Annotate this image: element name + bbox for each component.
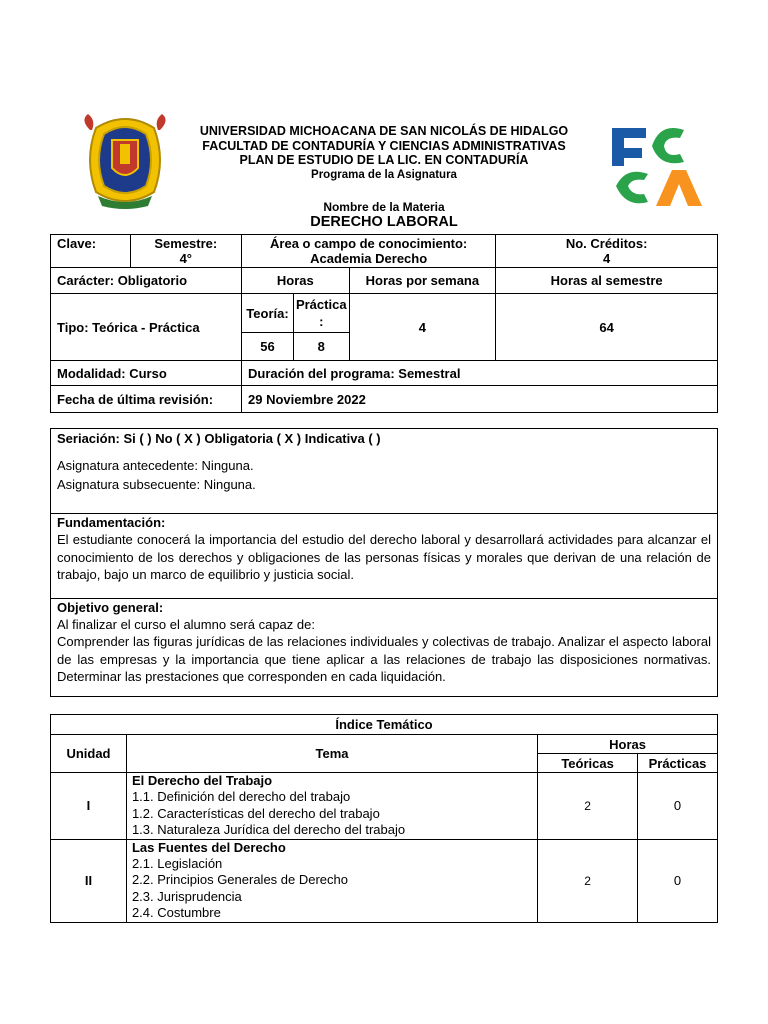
seriacion-section (50, 428, 718, 514)
caracter-cell: Carácter: Obligatorio (51, 268, 242, 294)
unit-item: 1.1. Definición del derecho del trabajo (131, 789, 351, 805)
teoricas-cell: 2 (538, 839, 638, 922)
tema-header: Tema (126, 735, 537, 773)
fcca-logo (608, 124, 704, 210)
practicas-header: Prácticas (638, 754, 718, 773)
fundamentacion-title: Fundamentación: (57, 515, 166, 530)
fecha-value: 29 Noviembre 2022 (242, 386, 718, 413)
subject-label: Nombre de la Materia (323, 200, 445, 214)
horas-semana-value: 4 (349, 294, 496, 361)
objetivo-intro: Al finalizar el curso el alumno será capaz de: (57, 617, 315, 632)
indice-tematico-table (50, 714, 718, 923)
fecha-label: Fecha de última revisión: (51, 386, 242, 413)
tema-cell (126, 773, 537, 840)
horas-semestre-value: 64 (496, 294, 718, 361)
university-crest-logo (76, 110, 174, 210)
unidad-cell: II (51, 839, 127, 922)
table-row (51, 839, 718, 922)
practica-label: Práctica (295, 297, 347, 312)
plan-name: PLAN DE ESTUDIO DE LA LIC. EN CONTADURÍA (239, 153, 529, 167)
practica-value: 8 (293, 333, 349, 361)
unit-item: 1.3. Naturaleza Jurídica del derecho del trabajo (131, 822, 406, 838)
unit-item: 2.2. Principios Generales de Derecho (131, 872, 348, 888)
university-name: UNIVERSIDAD MICHOACANA DE SAN NICOLÁS DE HIDALGO (199, 124, 569, 138)
practica-label-cell (293, 294, 349, 333)
teoricas-cell: 2 (538, 773, 638, 840)
objetivo-text: Comprender las figuras jurídicas de las relaciones individuales y colectivas de trabajo. Analizar el aspecto laboral de las empresas y la importancia que tiene aplicar a las relaciones de trabajo las disposiciones normativas. Determinar las prestaciones que corresponden en cada liquidación. (57, 634, 711, 684)
faculty-name: FACULTAD DE CONTADURÍA Y CIENCIAS ADMINISTRATIVAS (202, 138, 566, 153)
semestre-cell (130, 235, 241, 268)
unit-title: El Derecho del Trabajo (131, 773, 273, 788)
teoricas-header: Teóricas (538, 754, 638, 773)
document-header (180, 124, 588, 182)
practica-label-colon: : (319, 314, 324, 329)
practicas-cell: 0 (638, 773, 718, 840)
subject-name: DERECHO LABORAL (310, 214, 458, 230)
unit-item: 2.4. Costumbre (131, 905, 221, 921)
horas-group-header: Horas (538, 735, 718, 754)
tema-cell (126, 839, 537, 922)
unit-item: 2.3. Jurisprudencia (131, 888, 242, 904)
creditos-cell (496, 235, 718, 268)
unidad-header: Unidad (51, 735, 127, 773)
clave-label: Clave: (51, 235, 131, 268)
seriacion-title: Seriación: Si ( ) No ( X ) Obligatoria ( X ) Indicativa ( ) (57, 431, 381, 446)
subsecuente-text: Asignatura subsecuente: Ninguna. (57, 477, 256, 492)
unidad-cell: I (51, 773, 127, 840)
horas-header: Horas (242, 268, 350, 294)
unit-item: 1.2. Características del derecho del trabajo (131, 805, 380, 821)
antecedente-text: Asignatura antecedente: Ninguna. (57, 458, 254, 473)
teoria-label: Teoría: (242, 294, 294, 333)
semestre-label: Semestre: (154, 236, 218, 251)
practicas-cell: 0 (638, 839, 718, 922)
area-value: Academia Derecho (310, 251, 428, 266)
area-cell (242, 235, 496, 268)
unit-item: 2.1. Legislación (131, 856, 223, 872)
table-row (51, 773, 718, 840)
program-label: Programa de la Asignatura (311, 168, 457, 181)
duracion-cell: Duración del programa: Semestral (242, 361, 718, 386)
fundamentacion-text: El estudiante conocerá la importancia del estudio del derecho laboral y desarrollará actividades para alcanzar el conocimiento de los derechos y obligaciones de las personas físicas y morales que derivan de una relación de trabajo, bajo un marco de equilibrio y justicia social. (57, 532, 711, 582)
creditos-label: No. Créditos: (565, 236, 648, 251)
objetivo-section (50, 598, 718, 697)
horas-semestre-header: Horas al semestre (496, 268, 718, 294)
area-label: Área o campo de conocimiento: (270, 236, 468, 251)
fundamentacion-section (50, 513, 718, 599)
unit-title: Las Fuentes del Derecho (131, 839, 286, 855)
objetivo-title: Objetivo general: (57, 600, 164, 615)
teoria-value: 56 (242, 333, 294, 361)
creditos-value: 4 (603, 251, 611, 266)
subject-block (180, 200, 588, 231)
modalidad-cell: Modalidad: Curso (51, 361, 242, 386)
tipo-cell: Tipo: Teórica - Práctica (51, 294, 242, 361)
semestre-value: 4° (179, 251, 193, 266)
indice-title: Índice Temático (51, 715, 718, 735)
horas-semana-header: Horas por semana (349, 268, 496, 294)
subject-info-table (50, 234, 718, 413)
